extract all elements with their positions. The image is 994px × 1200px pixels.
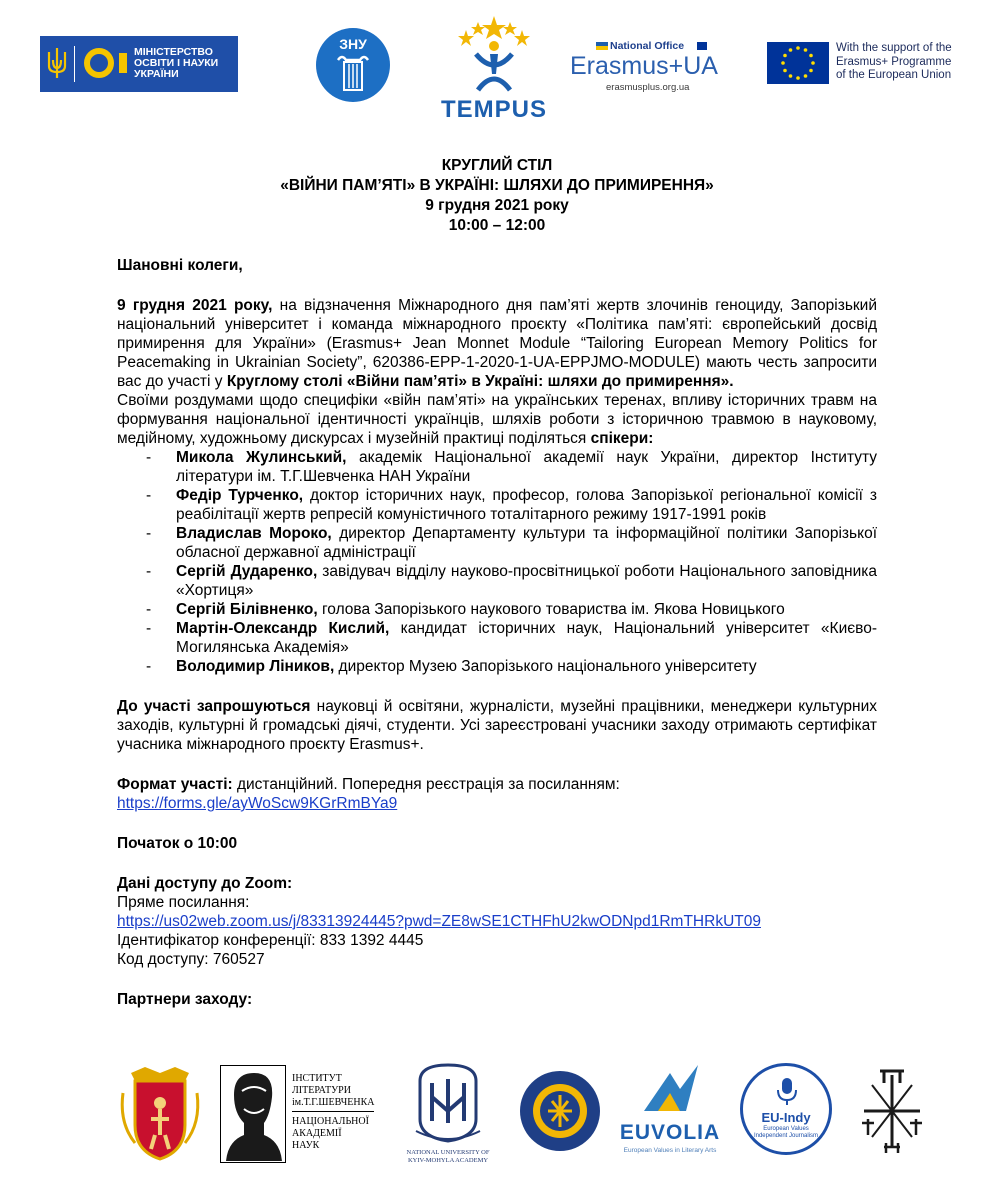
speaker-item: - Сергій Білівненко, голова Запорізького наукового товариства ім. Якова Новицького	[146, 601, 785, 618]
title-line4: 10:00 – 12:00	[448, 217, 546, 234]
intro-text2: Своїми роздумами щодо специфіки «війн пам’яті» на українських теренах, впливу історичних травм на формування національної ідентичності українців, шляхів роботи з історичною травмою в науковому, медійному, художньому дискурсах і музейній практиці поділяться	[117, 392, 877, 447]
institute-line3: ім.Т.Г.ШЕВЧЕНКА	[292, 1097, 374, 1112]
znu-text: ЗНУ	[339, 36, 367, 52]
column-icon	[336, 54, 370, 94]
euvolia-logo	[614, 1059, 726, 1169]
header-logos	[0, 0, 994, 130]
format-label: Формат участі:	[117, 776, 233, 793]
khortytsia-reserve-icon	[518, 1069, 602, 1153]
speaker-name: Сергій Білівненко,	[176, 601, 318, 618]
ministry-line2: ОСВІТИ І НАУКИ	[134, 57, 219, 69]
speaker-desc: голова Запорізького наукового товариства ім. Якова Новицького	[317, 601, 785, 618]
title-line1: КРУГЛИЙ СТІЛ	[441, 157, 553, 174]
erasmus-site: erasmusplus.org.ua	[606, 82, 690, 93]
trident-icon	[46, 46, 68, 80]
erasmus-name: Erasmus+UA	[570, 52, 718, 80]
intro-date: 9 грудня 2021 року,	[117, 297, 273, 314]
speakers-intro	[117, 391, 877, 448]
euvolia-bird-icon	[640, 1059, 702, 1117]
speakers-list	[117, 448, 877, 676]
institute-line6: НАУК	[292, 1140, 320, 1151]
speaker-desc: директор Музею Запорізького національного університету	[334, 658, 757, 675]
zoom-conference-id: Ідентифікатор конференції: 833 1392 4445	[117, 932, 424, 949]
ministry-line3: УКРАЇНИ	[134, 68, 179, 80]
speaker-item: - Микола Жулинський, академік Національної академії наук України, директор Інституту літератури ім. Т.Г.Шевченка НАН України	[146, 449, 878, 485]
speaker-name: Мартін-Олександр Кислий,	[176, 620, 390, 637]
intro-text1: на відзначення Міжнародного дня пам’яті жертв злочинів геноциду, Запорізький національний університет і команда міжнародного проєкту «Політика пам’яті: європейський досвід примирення для України» (Erasmus+ Jean Monnet Module “Tailoring European Memory Politics for Peacemaking in Ukrainian Society”, 620386-EPP-1-2020-1-UA-EPPJMO-MODULE) мають честь запросити вас до участі у	[117, 297, 877, 390]
ministry-mark	[84, 48, 114, 78]
tempus-text: TEMPUS	[440, 96, 547, 123]
speaker-desc: кандидат історичних наук, Національний університет «Києво-Могилянська Академія»	[176, 620, 877, 656]
speaker-item: - Федір Турченко, доктор історичних наук, професор, голова Запорізької регіональної комісії з реабілітації жертв репресій комуністичного тоталітарного режиму 1917-1991 років	[146, 487, 877, 523]
speaker-desc: академік Національної академії наук України, директор Інституту літератури ім. Т.Г.Шевченка НАН України	[176, 449, 878, 485]
greeting: Шановні колеги,	[117, 257, 243, 274]
partner-logos	[0, 1055, 994, 1200]
institute-line2: ЛІТЕРАТУРИ	[292, 1085, 351, 1096]
title-line2: «ВІЙНИ ПАМ’ЯТІ» В УКРАЇНІ: ШЛЯХИ ДО ПРИМИРЕННЯ»	[280, 177, 714, 194]
partners-heading: Партнери заходу:	[117, 991, 253, 1008]
zaporizhzhia-coat-of-arms-icon	[115, 1063, 205, 1163]
eu-indy-logo	[740, 1063, 832, 1155]
zoom-direct-label: Пряме посилання:	[117, 894, 250, 911]
eu-line3: of the European Union	[836, 69, 952, 81]
euvolia-sub: European Values in Literary Arts	[623, 1147, 717, 1154]
speakers-label: спікери:	[590, 430, 654, 447]
speaker-name: Микола Жулинський,	[176, 449, 347, 466]
eu-flag-small-icon	[697, 42, 707, 50]
zoom-heading: Дані доступу до Zoom:	[117, 875, 293, 892]
eu-line1: With the support of the	[836, 42, 952, 54]
znu-logo	[316, 28, 390, 102]
ministry-logo	[40, 36, 238, 92]
intro-event: Круглому столі «Війни пам’яті» в Україні: шляхи до примирення».	[226, 373, 734, 390]
shevchenko-portrait-icon	[220, 1065, 286, 1163]
invite-paragraph	[117, 697, 877, 754]
ministry-line1: МІНІСТЕРСТВО	[134, 46, 213, 58]
registration-link[interactable]: https://forms.gle/ayWoScw9KGrRmBYa9	[117, 795, 398, 812]
speaker-item: - Володимир Ліников, директор Музею Запорізького національного університету	[146, 658, 757, 675]
institute-line5: АКАДЕМІЇ	[292, 1128, 342, 1139]
invite-bold: До участі запрошуються	[117, 698, 311, 715]
invite-text: науковці й освітяни, журналісти, музейні працівники, менеджери культурних заходів, культурні й громадські діячі, студенти. Усі зареєстровані учасники заходу отримають сертифікат учасника міжнародного проєкту Erasmus+.	[117, 698, 878, 753]
eu-line2: Erasmus+ Programme	[836, 55, 952, 68]
zoom-link[interactable]: https://us02web.zoom.us/j/83313924445?pwd=ZE8wSE1CTHFhU2kwODNpd1RmTHRkUT09	[117, 913, 761, 930]
erasmus-logo	[570, 40, 734, 96]
eu-indy-sub1: European Values	[763, 1126, 809, 1132]
zoom-access-code: Код доступу: 760527	[117, 951, 265, 968]
eu-indy-name: EU-Indy	[761, 1110, 811, 1125]
naukma-line1: NATIONAL UNIVERSITY OF	[406, 1149, 490, 1156]
speaker-name: Володимир Ліников,	[176, 658, 335, 675]
speaker-desc: завідувач відділу науково-просвітницької роботи Національного заповідника «Хортиця»	[176, 563, 877, 599]
speaker-name: Владислав Мороко,	[176, 525, 332, 542]
eu-support-logo	[767, 42, 967, 86]
naukma-crest-icon	[412, 1061, 484, 1143]
microphone-icon	[773, 1076, 801, 1106]
shevchenko-institute-logo	[220, 1065, 390, 1165]
speaker-desc: доктор історичних наук, професор, голова Запорізької регіональної комісії з реабілітації жертв репресій комуністичного тоталітарного режиму 1917-1991 років	[176, 487, 877, 523]
intro-paragraph	[117, 296, 877, 391]
speaker-name: Федір Турченко,	[176, 487, 304, 504]
eu-indy-sub2: Independent Journalism	[753, 1133, 819, 1139]
format-text: дистанційний. Попередня реєстрація за посиланням:	[232, 776, 620, 793]
format-paragraph	[117, 775, 877, 794]
document-body	[117, 256, 877, 1009]
speaker-item: - Сергій Дударенко, завідувач відділу науково-просвітницької роботи Національного заповідника «Хортиця»	[146, 563, 877, 599]
speaker-item: - Владислав Мороко, директор Департаменту культури та інформаційної політики Запорізької обласної державної адміністрації	[146, 525, 877, 561]
tempus-stars-icon	[450, 14, 538, 94]
eu-flag-icon	[767, 42, 829, 84]
euvolia-name: EUVOLIA	[619, 1121, 721, 1144]
novytskyi-society-icon	[854, 1067, 930, 1155]
document-title	[0, 156, 994, 236]
speaker-item: - Мартін-Олександр Кислий, кандидат історичних наук, Національний університет «Києво-Могилянська Академія»	[146, 620, 877, 656]
speaker-desc: директор Департаменту культури та інформаційної політики Запорізької обласної державної адміністрації	[176, 525, 877, 561]
institute-line1: ІНСТИТУТ	[292, 1073, 342, 1084]
institute-line4: НАЦІОНАЛЬНОЇ	[292, 1116, 369, 1127]
naukma-logo	[398, 1061, 498, 1171]
title-line3: 9 грудня 2021 року	[425, 197, 569, 214]
tempus-logo	[436, 14, 552, 124]
erasmus-national-office: National Office	[610, 40, 685, 52]
naukma-line2: KYIV-MOHYLA ACADEMY	[407, 1157, 489, 1164]
start-time: Початок о 10:00	[117, 835, 238, 852]
speaker-name: Сергій Дударенко,	[176, 563, 318, 580]
